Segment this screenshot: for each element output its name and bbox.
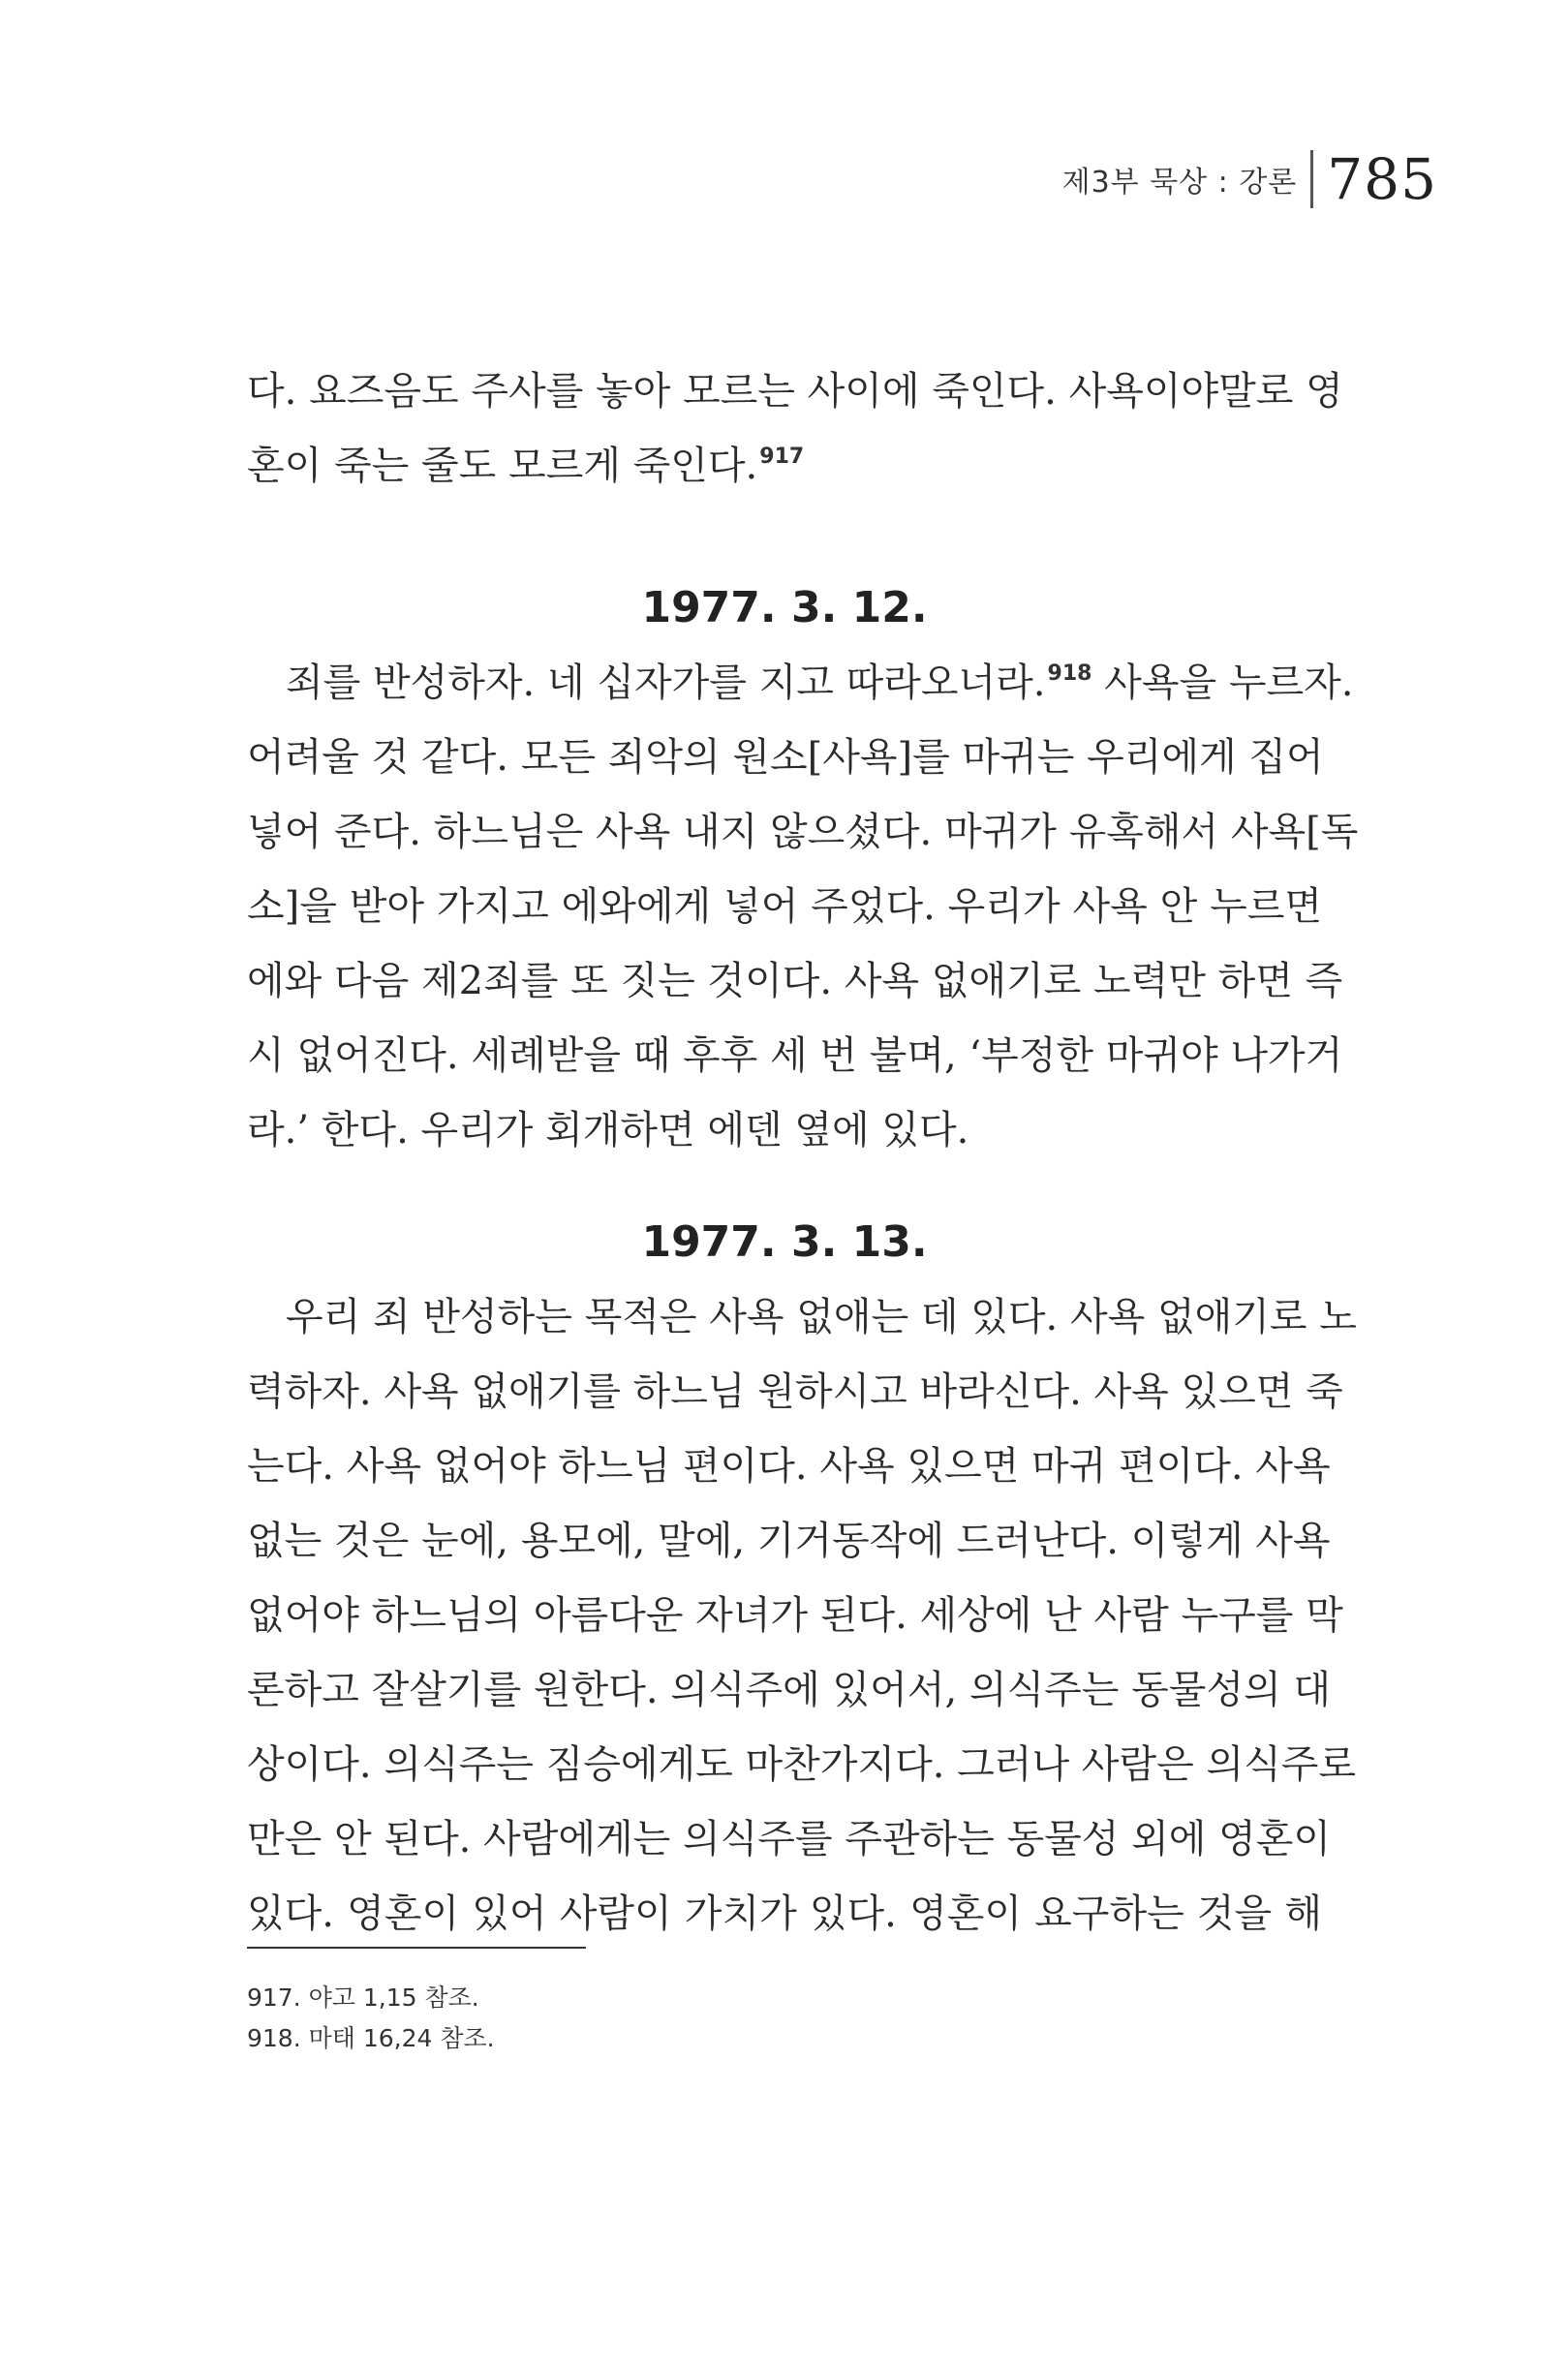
- text-line-content: 죄를 반성하자. 네 십자가를 지고 따라오너라.: [286, 661, 1046, 705]
- section-2-paragraph: [247, 1280, 1357, 1952]
- text-line: [247, 429, 1322, 504]
- text-line: 우리 죄 반성하는 목적은 사욕 없애는 데 있다. 사욕 없애기로 노: [286, 1295, 1357, 1339]
- text-line: 력하자. 사욕 없애기를 하느님 원하시고 바라신다. 사욕 있으면 죽: [247, 1369, 1343, 1414]
- section-heading-1977-3-13: 1977. 3. 13.: [641, 1217, 928, 1267]
- section-1-paragraph: [247, 646, 1359, 1168]
- text-line: 다. 요즈음도 주사를 놓아 모르는 사이에 죽인다. 사욕이야말로 영: [247, 369, 1343, 414]
- text-line: 시 없어진다. 세례받을 때 후후 세 번 불며, ‘부정한 마귀야 나가거: [247, 1033, 1343, 1078]
- running-header: [1062, 145, 1437, 213]
- text-line: 있다. 영혼이 있어 사람이 가치가 있다. 영혼이 요구하는 것을 해: [247, 1891, 1322, 1936]
- text-line: 없어야 하느님의 아름다운 자녀가 된다. 세상에 난 사람 누구를 막: [247, 1593, 1343, 1638]
- text-line: 론하고 잘살기를 원한다. 의식주에 있어서, 의식주는 동물성의 대: [247, 1668, 1332, 1712]
- header-title: 제3부 묵상 : 강론: [1061, 166, 1298, 200]
- footnote-ref-918[interactable]: 918: [1047, 661, 1092, 686]
- text-line: 상이다. 의식주는 짐승에게도 마찬가지다. 그러나 사람은 의식주로: [247, 1742, 1356, 1787]
- text-line-tail: 사욕을 누르자.: [1091, 661, 1354, 705]
- text-line: 어려울 것 같다. 모든 죄악의 원소[사욕]를 마귀는 우리에게 집어: [247, 735, 1324, 780]
- text-line: [247, 646, 1354, 721]
- text-line: 는다. 사욕 없어야 하느님 편이다. 사욕 있으면 마귀 편이다. 사욕: [247, 1444, 1331, 1489]
- footnote-917: 917. 야고 1,15 참조.: [247, 1984, 479, 2012]
- text-line: 에와 다음 제2죄를 또 짓는 것이다. 사욕 없애기로 노력만 하면 즉: [247, 959, 1343, 1003]
- text-line: 넣어 준다. 하느님은 사욕 내지 않으셨다. 마귀가 유혹해서 사욕[독: [247, 810, 1359, 854]
- text-line-content: 혼이 죽는 줄도 모르게 죽인다.: [247, 444, 758, 488]
- page-number: 785: [1327, 146, 1437, 212]
- text-line: 만은 안 된다. 사람에게는 의식주를 주관하는 동물성 외에 영혼이: [247, 1817, 1332, 1861]
- header-divider: [1310, 150, 1313, 208]
- footnotes: [247, 1978, 495, 2059]
- text-line: 없는 것은 눈에, 용모에, 말에, 기거동작에 드러난다. 이렇게 사욕: [247, 1519, 1331, 1563]
- footnote-918: 918. 마태 16,24 참조.: [247, 2024, 495, 2052]
- footnote-divider: [247, 1947, 586, 1949]
- section-heading-1977-3-12: 1977. 3. 12.: [641, 583, 928, 632]
- footnote-ref-917[interactable]: 917: [759, 445, 805, 469]
- text-line: 라.’ 한다. 우리가 회개하면 에덴 옆에 있다.: [247, 1108, 969, 1153]
- text-line: 소]을 받아 가지고 에와에게 넣어 주었다. 우리가 사욕 안 누르면: [247, 884, 1322, 929]
- intro-paragraph: [247, 354, 1343, 504]
